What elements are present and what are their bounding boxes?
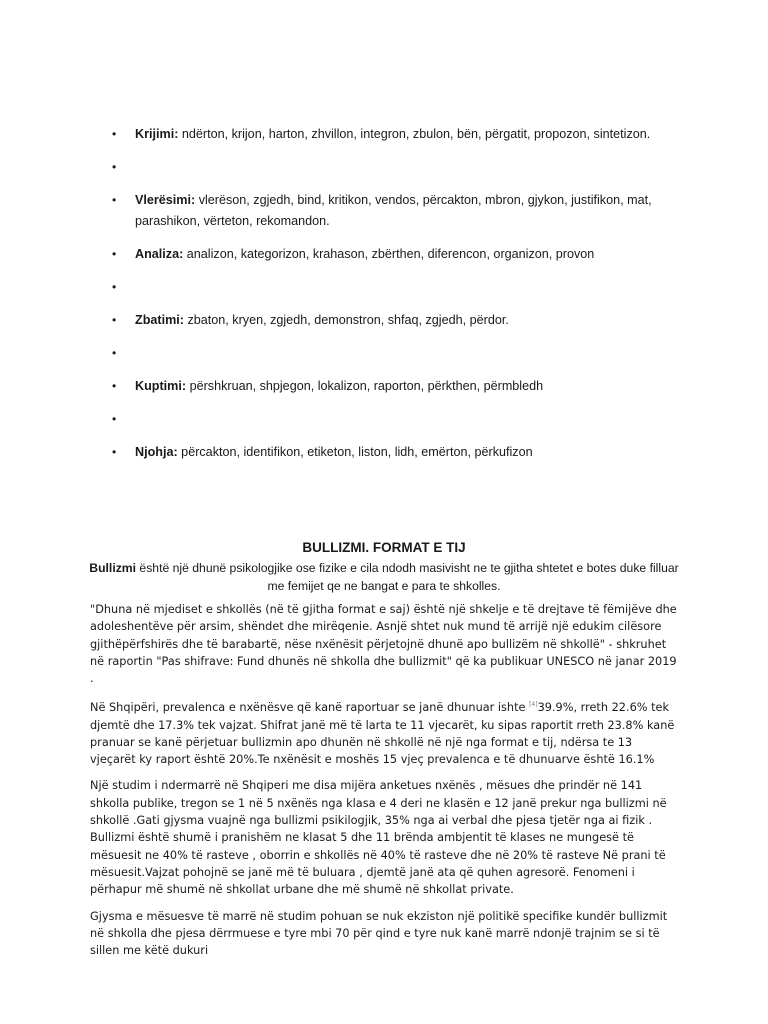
list-item-term: Vlerësimi: bbox=[135, 193, 196, 207]
list-item bbox=[112, 310, 672, 331]
list-item bbox=[112, 277, 672, 298]
intro-paragraph bbox=[88, 560, 680, 595]
list-item-text: përshkruan, shpjegon, lokalizon, raporton, përkthen, përmbledh bbox=[186, 379, 544, 393]
paragraph-text: 39.9%, rreth 22.6% tek djemtë dhe 17.3% tek vajzat. Shifrat janë më të larta te 11 vjecarët, ku sipas raportit rreth 23.8% kanë pranuar se kanë përjetuar bullizmin apo dhunën në shkollë në një nga format e tij, ndërsa te 13 vjeçarët ky raport është 20%.Te nxënësit e moshës 15 vjeç prevalenca e të dhunuarve është 16.1% bbox=[90, 701, 675, 767]
paragraph-text: "Dhuna në mjediset e shkollës (në të gjitha format e saj) është një shkelje e të drejtave të fëmijëve dhe adoleshentëve për arsim, shëndet dhe mirëqenie. Asnjë shtet nuk mund të arrijë një edukim cilësore gjithëpërfshirës dhe të barabartë, nëse nxënësit përjetojnë dhunë apo bullizëm në shkollë" - shkruhet në raportin "Pas shifrave: Fund dhunës në shkolla dhe bullizmit" që ka publikuar UNESCO në janar 2019 . bbox=[90, 603, 677, 686]
list-item-term: Kuptimi: bbox=[135, 379, 187, 393]
footnote-reference-link[interactable]: [4] bbox=[529, 701, 538, 709]
list-item bbox=[112, 124, 672, 145]
paragraph-text: Në Shqipëri, prevalenca e nxënësve që kanë raportuar se janë dhunuar ishte bbox=[90, 701, 530, 715]
intro-text: është një dhunë psikologjike ose fizike e cila ndodh masivisht ne te gjitha shtetet e botes duke filluar me femijet qe ne bangat e para te shkolles. bbox=[136, 561, 679, 593]
bullet-icon: • bbox=[112, 193, 117, 207]
bullet-icon: • bbox=[112, 313, 117, 327]
paragraph bbox=[90, 696, 678, 768]
body-text bbox=[90, 601, 678, 968]
list-item-text: analizon, kategorizon, krahason, zbërthen, diferencon, organizon, provon bbox=[183, 247, 595, 261]
paragraph bbox=[90, 601, 678, 687]
bullet-icon: • bbox=[112, 346, 117, 360]
list-item bbox=[112, 376, 672, 397]
list-item-text: zbaton, kryen, zgjedh, demonstron, shfaq, zgjedh, përdor. bbox=[183, 313, 509, 327]
list-item-term: Krijimi: bbox=[135, 127, 179, 141]
list-item bbox=[112, 343, 672, 364]
list-item-term: Njohja: bbox=[135, 445, 178, 459]
bullet-icon: • bbox=[112, 412, 117, 426]
bullet-icon: • bbox=[112, 127, 117, 141]
bullet-icon: • bbox=[112, 280, 117, 294]
list-item-text: përcakton, identifikon, etiketon, liston, lidh, emërton, përkufizon bbox=[177, 445, 533, 459]
list-item bbox=[112, 190, 672, 232]
list-item-text: vlerëson, zgjedh, bind, kritikon, vendos, përcakton, mbron, gjykon, justifikon, mat, parashikon, vërteton, rekomandon. bbox=[135, 193, 652, 228]
paragraph bbox=[90, 908, 678, 960]
list-item-term: Analiza: bbox=[135, 247, 184, 261]
bullet-icon: • bbox=[112, 379, 117, 393]
intro-term: Bullizmi bbox=[89, 561, 137, 575]
list-item-text: ndërton, krijon, harton, zhvillon, integron, zbulon, bën, përgatit, propozon, sintetizon. bbox=[178, 127, 651, 141]
list-item-term: Zbatimi: bbox=[135, 313, 184, 327]
list-item bbox=[112, 442, 672, 463]
bloom-verbs-list bbox=[112, 124, 672, 475]
bullet-icon: • bbox=[112, 445, 117, 459]
bullet-icon: • bbox=[112, 160, 117, 174]
list-item bbox=[112, 157, 672, 178]
list-item bbox=[112, 409, 672, 430]
paragraph-text: Një studim i ndermarrë në Shqiperi me disa mijëra anketues nxënës , mësues dhe prindër në 141 shkolla publike, tregon se 1 në 5 nxënës nga klasa e 4 deri ne klasën e 12 janë prekur nga bullizmi në shkollë .Gati gjysma vuajnë nga bullizmi psikilogjik, 35% nga ai verbal dhe pjesa tjetër nga ai fizik . Bullizmi është shumë i pranishëm ne klasat 5 dhe 11 brënda ambjentit të klases ne mungesë të mësuesit ne 40% të rasteve , oborrin e shkollës në 40% të rasteve dhe në 20% të rasteve Në prani të mësuesit.Vajzat pohojnë se janë më të buluara , djemtë janë ata që quhen agresorë. Fenomeni i përhapur më shumë në shkollat urbane dhe më shumë në shkollat private. bbox=[90, 779, 667, 897]
bullet-icon: • bbox=[112, 247, 117, 261]
list-item bbox=[112, 244, 672, 265]
paragraph-text: Gjysma e mësuesve të marrë në studim pohuan se nuk ekziston një politikë specifike kundër bullizmit në shkolla dhe pjesa dërrmuese e tyre mbi 70 për qind e tyre nuk kanë marrë ndonjë trajnim se si të sillen me këtë dukuri bbox=[90, 909, 668, 958]
paragraph bbox=[90, 777, 678, 898]
section-title: BULLIZMI. FORMAT E TIJ bbox=[302, 540, 466, 555]
